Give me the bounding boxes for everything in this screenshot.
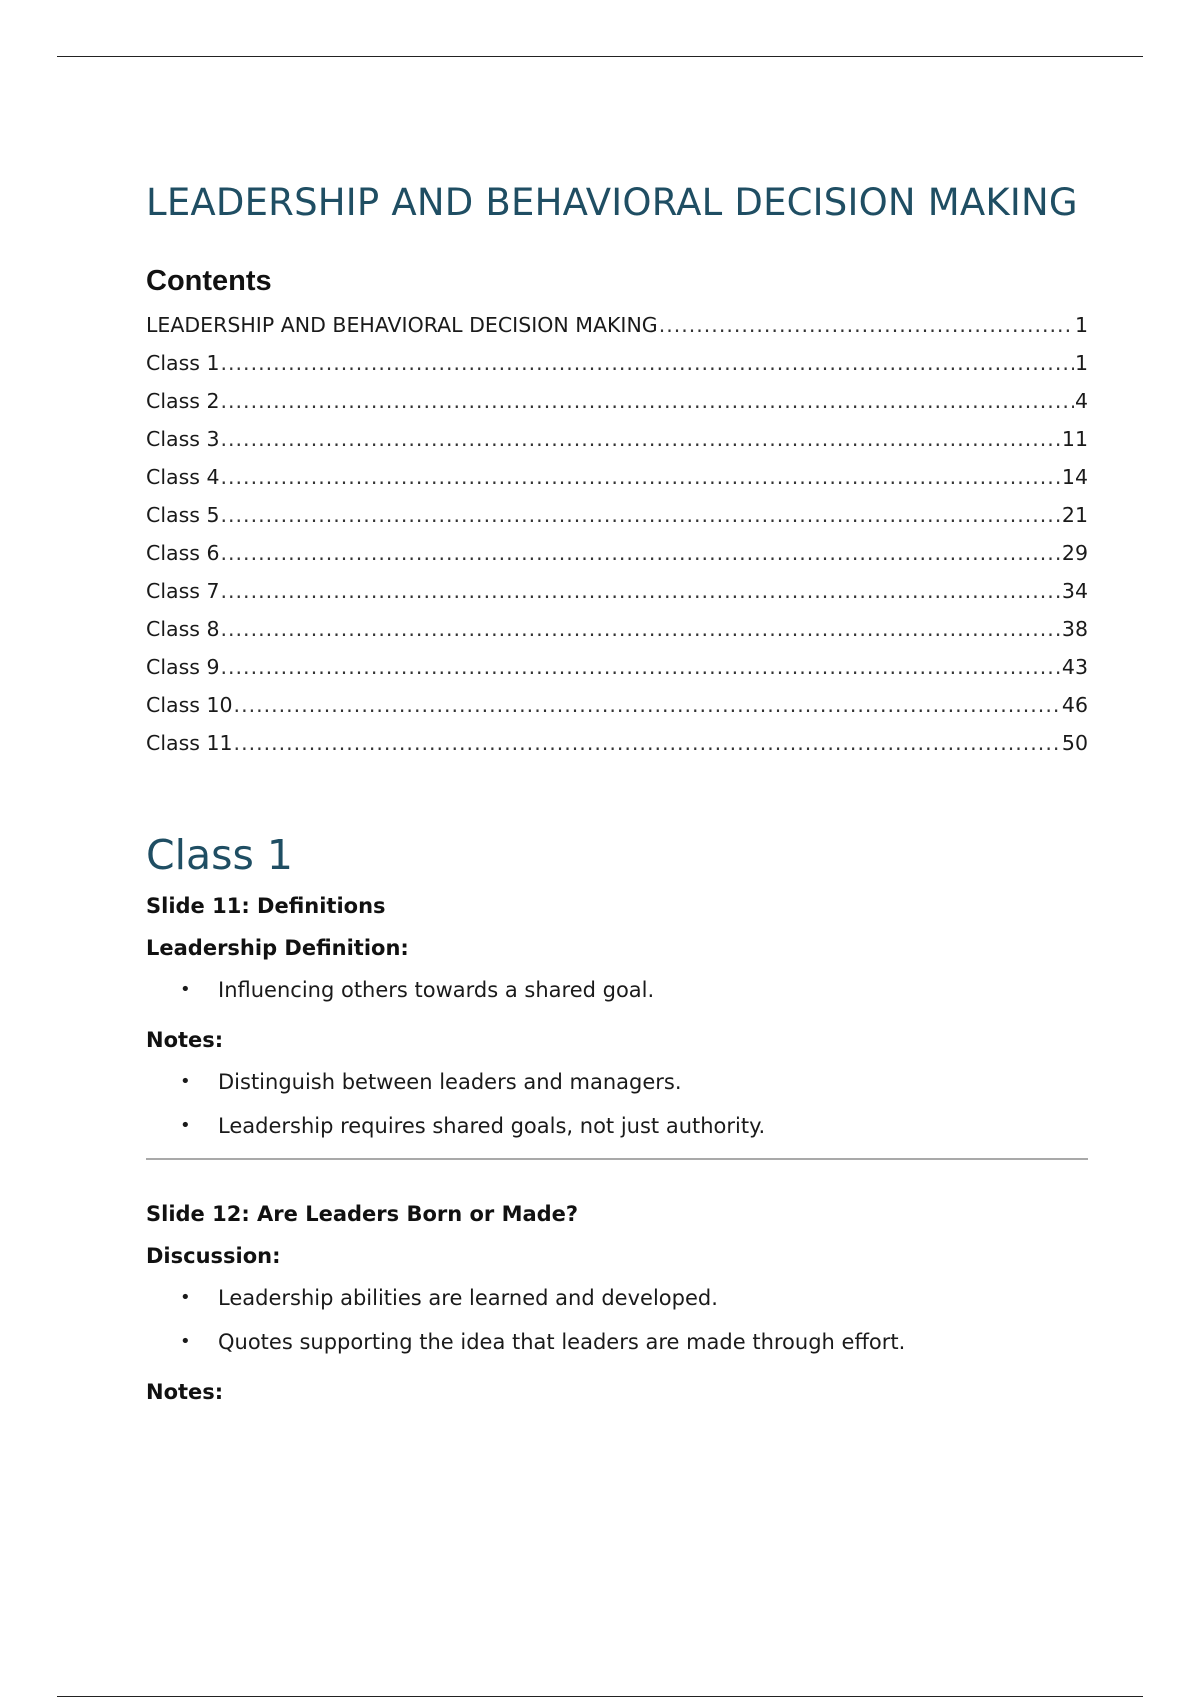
toc-heading: Contents — [146, 265, 272, 297]
toc-entry[interactable] — [146, 534, 1088, 572]
toc-dot-leader — [221, 496, 1061, 534]
list-item — [146, 1320, 1088, 1364]
slide-title: Slide 11: Definitions — [146, 894, 386, 918]
page-header-rule — [57, 56, 1143, 57]
toc-dot-leader — [221, 610, 1061, 648]
sub-label: Notes: — [146, 1028, 224, 1052]
toc-page-number: 11 — [1061, 427, 1088, 451]
toc-page-number: 21 — [1061, 503, 1088, 527]
toc-page-number: 50 — [1061, 731, 1088, 755]
toc-page-number: 38 — [1061, 617, 1088, 641]
page-footer-rule — [57, 1696, 1143, 1697]
toc-dot-leader — [234, 724, 1061, 762]
toc-entry[interactable] — [146, 420, 1088, 458]
toc-page-number: 1 — [1074, 351, 1088, 375]
toc-entry[interactable] — [146, 344, 1088, 382]
bullet-icon: • — [180, 1071, 191, 1092]
toc-entry[interactable] — [146, 648, 1088, 686]
list-item — [146, 1060, 1088, 1104]
bullet-icon: • — [180, 1115, 191, 1136]
document-title: LEADERSHIP AND BEHAVIORAL DECISION MAKING — [146, 181, 1078, 224]
bullet-icon: • — [180, 979, 191, 1000]
toc-dot-leader — [221, 382, 1074, 420]
toc-entry-label: Class 9 — [146, 655, 220, 679]
toc-dot-leader — [221, 344, 1074, 382]
toc-page-number: 34 — [1061, 579, 1088, 603]
bullet-list — [146, 1276, 1088, 1364]
bullet-icon: • — [180, 1331, 191, 1352]
toc-entry[interactable] — [146, 382, 1088, 420]
list-item — [146, 1276, 1088, 1320]
toc-entry[interactable] — [146, 458, 1088, 496]
toc-page-number: 14 — [1061, 465, 1088, 489]
sub-label: Leadership Definition: — [146, 936, 409, 960]
toc-entry[interactable] — [146, 610, 1088, 648]
toc-entry-label: LEADERSHIP AND BEHAVIORAL DECISION MAKING — [146, 313, 658, 337]
list-item-text: Influencing others towards a shared goal. — [218, 978, 655, 1002]
list-item-text: Distinguish between leaders and managers. — [218, 1070, 682, 1094]
toc-entry[interactable] — [146, 572, 1088, 610]
toc-entry-label: Class 11 — [146, 731, 233, 755]
toc-page-number: 29 — [1061, 541, 1088, 565]
toc-entry[interactable] — [146, 686, 1088, 724]
horizontal-divider — [146, 1158, 1088, 1160]
toc-page-number: 43 — [1061, 655, 1088, 679]
document-body — [146, 178, 1088, 1406]
toc-dot-leader — [234, 686, 1061, 724]
list-item-text: Leadership requires shared goals, not just authority. — [218, 1114, 766, 1138]
toc-entry-label: Class 3 — [146, 427, 220, 451]
sub-label: Discussion: — [146, 1244, 281, 1268]
toc-entry[interactable] — [146, 306, 1088, 344]
toc-entry[interactable] — [146, 496, 1088, 534]
section-heading: Class 1 — [146, 831, 293, 879]
table-of-contents — [146, 306, 1088, 762]
toc-dot-leader — [221, 572, 1061, 610]
toc-entry-label: Class 5 — [146, 503, 220, 527]
bullet-list — [146, 1060, 1088, 1148]
slide-title: Slide 12: Are Leaders Born or Made? — [146, 1202, 579, 1226]
toc-entry[interactable] — [146, 724, 1088, 762]
toc-dot-leader — [659, 306, 1074, 344]
toc-page-number: 46 — [1061, 693, 1088, 717]
toc-entry-label: Class 7 — [146, 579, 220, 603]
bullet-list — [146, 968, 1088, 1012]
toc-entry-label: Class 2 — [146, 389, 220, 413]
bullet-icon: • — [180, 1287, 191, 1308]
toc-entry-label: Class 8 — [146, 617, 220, 641]
toc-entry-label: Class 1 — [146, 351, 220, 375]
toc-dot-leader — [221, 458, 1061, 496]
toc-page-number: 4 — [1074, 389, 1088, 413]
list-item — [146, 968, 1088, 1012]
toc-entry-label: Class 4 — [146, 465, 220, 489]
list-item-text: Leadership abilities are learned and developed. — [218, 1286, 718, 1310]
toc-dot-leader — [221, 420, 1061, 458]
list-item-text: Quotes supporting the idea that leaders are made through effort. — [218, 1330, 906, 1354]
toc-entry-label: Class 6 — [146, 541, 220, 565]
toc-dot-leader — [221, 534, 1061, 572]
toc-page-number: 1 — [1074, 313, 1088, 337]
list-item — [146, 1104, 1088, 1148]
toc-entry-label: Class 10 — [146, 693, 233, 717]
sub-label: Notes: — [146, 1380, 224, 1404]
toc-dot-leader — [221, 648, 1061, 686]
